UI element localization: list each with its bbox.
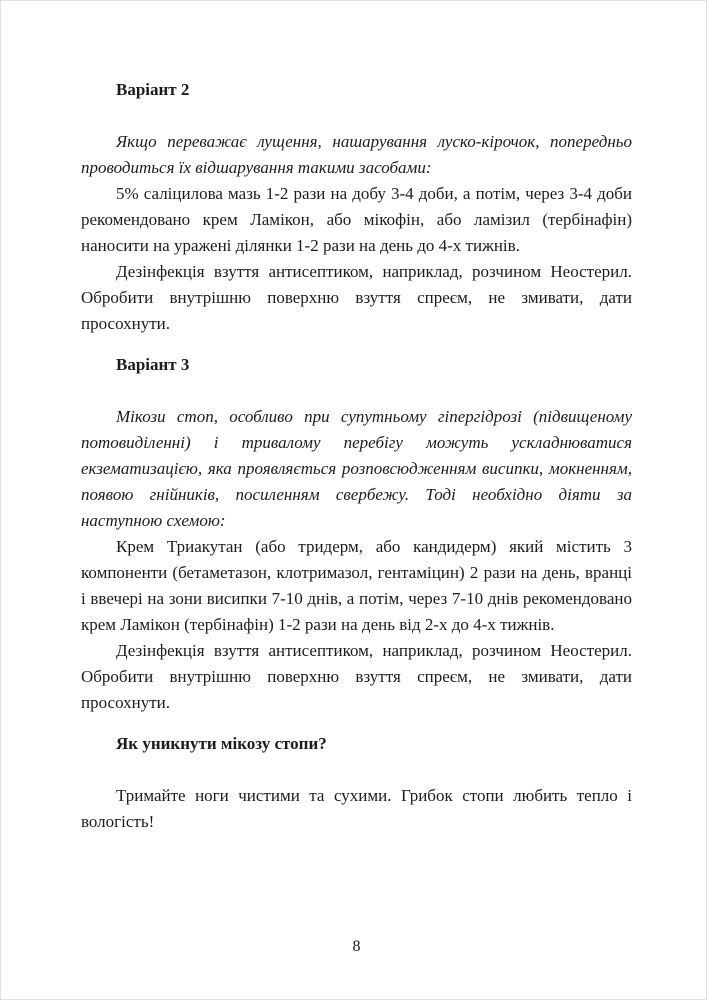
heading-prevention-question: Як уникнути мікозу стопи? (116, 734, 327, 753)
paragraph-variant-3-treatment: Крем Триакутан (або тридерм, або кандидерм) який містить 3 компоненти (бетаметазон, клотримазол, гентаміцин) 2 рази на день, вранці і ввечері на зони висипки 7-10 днів, а потім, через 7-10 днів рекомендовано крем Ламікон (тербінафін) 1-2 рази на день від 2-х до 4-х тижнів. (81, 537, 632, 634)
paragraph-variant-2-disinfection: Дезінфекція взуття антисептиком, наприклад, розчином Неостерил. Обробити внутрішню поверхню взуття спреєм, не змивати, дати просохнути. (81, 262, 632, 333)
paragraph-variant-3-disinfection: Дезінфекція взуття антисептиком, наприклад, розчином Неостерил. Обробити внутрішню поверхню взуття спреєм, не змивати, дати просохнути. (81, 641, 632, 712)
page-number: 8 (352, 938, 361, 955)
heading-variant-3: Варіант 3 (116, 355, 190, 374)
paragraph-variant-3-intro: Мікози стоп, особливо при супутньому гіпергідрозі (підвищеному потовиділенні) і тривалому перебігу можуть ускладнюватися екзематизацією, яка проявляється розповсюдженням висипки, мокненням, появою гнійників, посиленням свербежу. Тоді необхідно діяти за наступною схемою: (81, 407, 632, 530)
heading-variant-2: Варіант 2 (116, 80, 190, 99)
paragraph-variant-2-treatment: 5% саліцилова мазь 1-2 рази на добу 3-4 доби, а потім, через 3-4 доби рекомендовано крем Ламікон, або мікофін, або ламізил (тербінафін) наносити на уражені ділянки 1-2 рази на день до 4-х тижнів. (81, 184, 632, 255)
paragraph-variant-2-intro: Якщо переважає лущення, нашарування луско-кірочок, попередньо проводиться їх відшарування такими засобами: (81, 132, 632, 177)
paragraph-prevention-advice: Тримайте ноги чистими та сухими. Грибок стопи любить тепло і вологість! (81, 786, 632, 831)
